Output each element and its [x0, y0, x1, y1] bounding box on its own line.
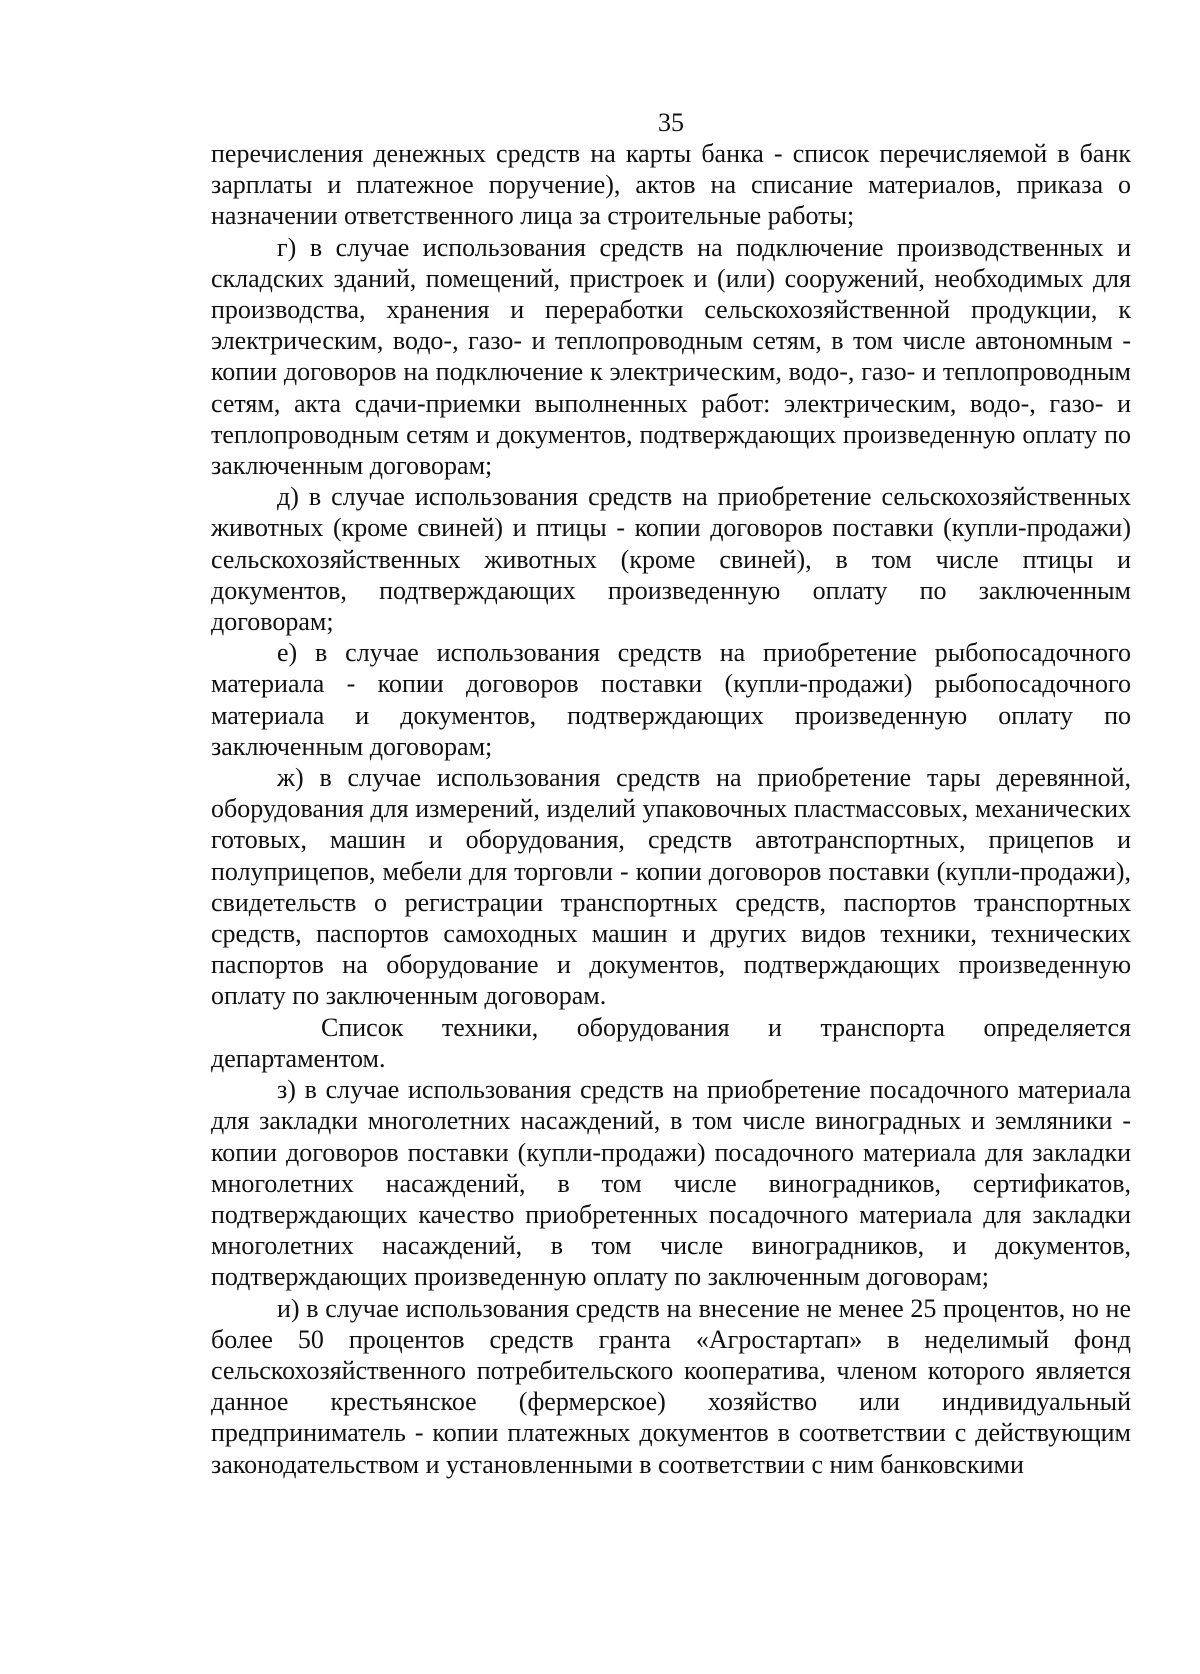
paragraph-equipment-list: Список техники, оборудования и транспорта определяется департаментом.: [211, 1012, 1131, 1073]
page-number: 35: [658, 108, 684, 137]
paragraph-item-i: и) в случае использования средств на внесение не менее 25 процентов, но не более 50 процентов средств гранта «Агростартап» в неделимый фонд сельскохозяйственного потребительского кооператива, членом которого является данное крестьянское (фермерское) хозяйство или индивидуальный предприниматель - копии платежных документов в соответствии с действующим законодательством и установленными в соответствии с ним банковскими: [211, 1293, 1131, 1479]
paragraph-continuation: перечисления денежных средств на карты банка - список перечисляемой в банк зарплаты и платежное поручение), актов на списание материалов, приказа о назначении ответственного лица за строительные работы;: [211, 139, 1131, 231]
paragraph-item-e: е) в случае использования средств на приобретение рыбопосадочного материала - копии договоров поставки (купли-продажи) рыбопосадочного материала и документов, подтверждающих произведенную оплату по заключенным договорам;: [211, 638, 1131, 761]
paragraph-item-g: г) в случае использования средств на подключение производственных и складских зданий, помещений, пристроек и (или) сооружений, необходимых для производства, хранения и переработки сельскохозяйственной продукции, к электрическим, водо-, газо- и теплопроводным сетям, в том числе автономным - копии договоров на подключение к электрическим, водо-, газо- и теплопроводным сетям, акта сдачи-приемки выполненных работ: электрическим, водо-, газо- и теплопроводным сетям и документов, подтверждающих произведенную оплату по заключенным договорам;: [211, 232, 1131, 481]
document-body: [211, 138, 1131, 1480]
paragraph-item-z: з) в случае использования средств на приобретение посадочного материала для закладки многолетних насаждений, в том числе виноградных и земляники - копии договоров поставки (купли-продажи) посадочного материала для закладки многолетних насаждений, в том числе виноградников, сертификатов, подтверждающих качество приобретенных посадочного материала для закладки многолетних насаждений, в том числе виноградников, и документов, подтверждающих произведенную оплату по заключенным договорам;: [211, 1075, 1131, 1292]
paragraph-item-zh: ж) в случае использования средств на приобретение тары деревянной, оборудования для измерений, изделий упаковочных пластмассовых, механических готовых, машин и оборудования, средств автотранспортных, прицепов и полуприцепов, мебели для торговли - копии договоров поставки (купли-продажи), свидетельств о регистрации транспортных средств, паспортов транспортных средств, паспортов самоходных машин и других видов техники, технических паспортов на оборудование и документов, подтверждающих произведенную оплату по заключенным договорам.: [211, 763, 1131, 1011]
paragraph-item-d: д) в случае использования средств на приобретение сельскохозяйственных животных (кроме свиней) и птицы - копии договоров поставки (купли-продажи) сельскохозяйственных животных (кроме свиней), в том числе птицы и документов, подтверждающих произведенную оплату по заключенным договорам;: [211, 482, 1131, 637]
